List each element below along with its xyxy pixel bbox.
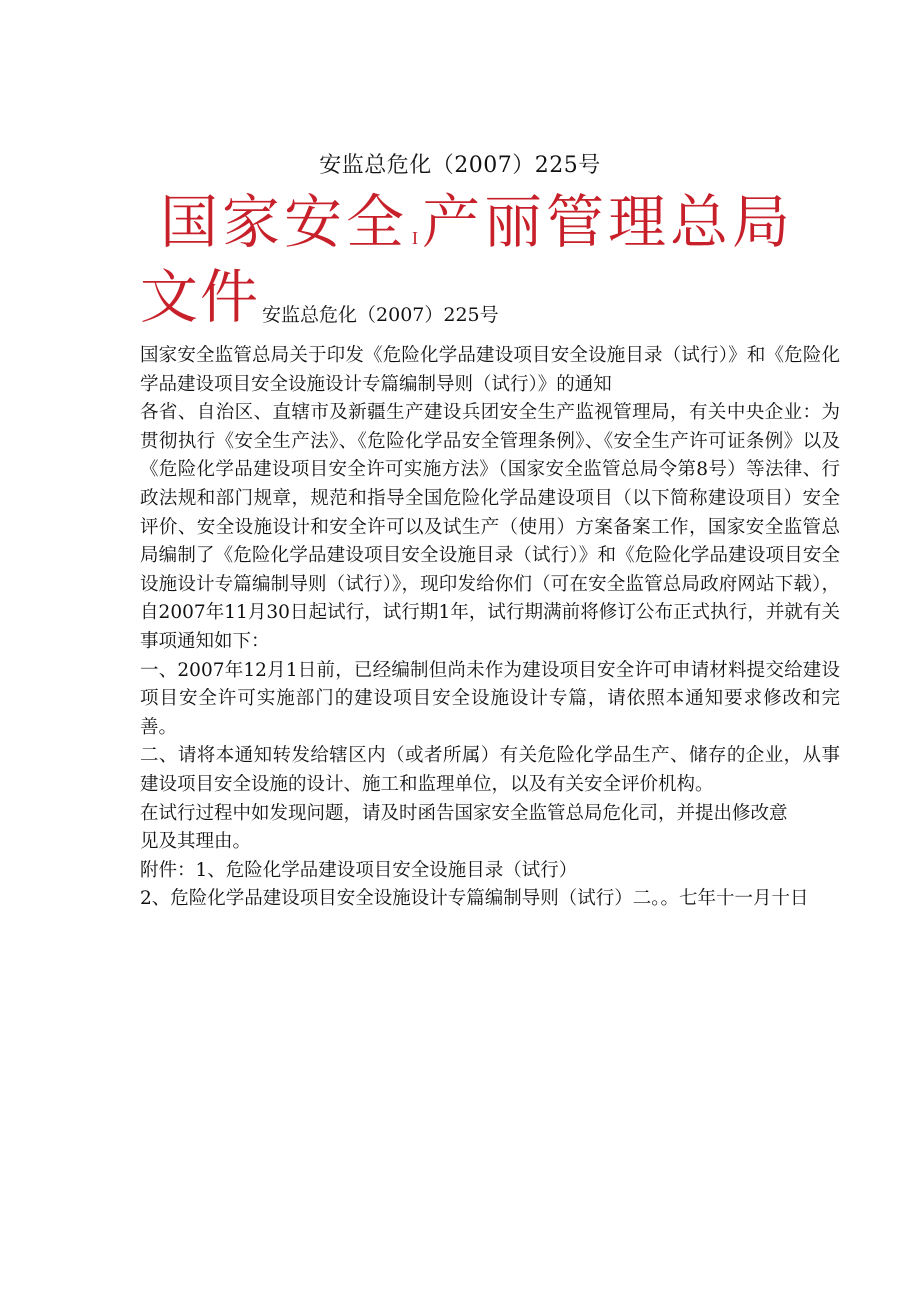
masthead-left-text: 国家安全 bbox=[160, 188, 409, 256]
attachment-1: 附件：1、危险化学品建设项目安全设施目录（试行） bbox=[140, 859, 578, 881]
masthead-right-text: 产丽管理总局 bbox=[422, 188, 795, 256]
masthead-wen-text: 文件 bbox=[140, 263, 261, 331]
notice-feedback-line-2: 见及其理由。 bbox=[140, 831, 252, 853]
masthead-mark: I bbox=[412, 228, 419, 248]
notice-feedback-line-1: 在试行过程中如发现问题，请及时函告国家安全监管总局危化司，并提出修改意 bbox=[140, 802, 788, 824]
masthead-second-line bbox=[140, 262, 499, 334]
notice-item-2: 二、请将本通知转发给辖区内（或者所属）有关危险化学品生产、储存的企业，从事建设项目安全设施的设计、施工和监理单位，以及有关安全评价机构。 bbox=[140, 745, 840, 795]
document-number-header: 安监总危化（2007）225号 bbox=[319, 153, 601, 178]
notice-title: 国家安全监管总局关于印发《危险化学品建设项目安全设施目录（试行）》和《危险化学品建设项目安全设施设计专篇编制导则（试行）》的通知 bbox=[140, 345, 840, 395]
notice-item-1: 一、2007年12月1日前，已经编制但尚未作为建设项目安全许可申请材料提交给建设项目安全许可实施部门的建设项目安全设施设计专篇，请依照本通知要求修改和完善。 bbox=[140, 659, 840, 738]
document-body bbox=[140, 342, 840, 914]
notice-intro: 各省、自治区、直辖市及新疆生产建设兵团安全生产监视管理局，有关中央企业：为贯彻执行《安全生产法》、《危险化学品安全管理条例》、《安全生产许可证条例》以及《危险化学品建设项目安全许可实施方法》（国家安全监管总局令第8号）等法律、行政法规和部门规章，规范和指导全国危险化学品建设项目（以下简称建设项目）安全评价、安全设施设计和安全许可以及试生产（使用）方案备案工作，国家安全监管总局编制了《危险化学品建设项目安全设施目录（试行）》和《危险化学品建设项目安全设施设计专篇编制导则（试行）》，现印发给你们（可在安全监管总局政府网站下载），自2007年11月30日起试行，试行期1年，试行期满前将修订公布正式执行，并就有关事项通知如下： bbox=[140, 402, 840, 652]
attachment-2-and-date: 2、危险化学品建设项目安全设施设计专篇编制导则（试行）二。。七年十一月十日 bbox=[140, 888, 809, 910]
document-number-inline: 安监总危化（2007）225号 bbox=[262, 304, 499, 326]
masthead-title bbox=[160, 186, 860, 258]
